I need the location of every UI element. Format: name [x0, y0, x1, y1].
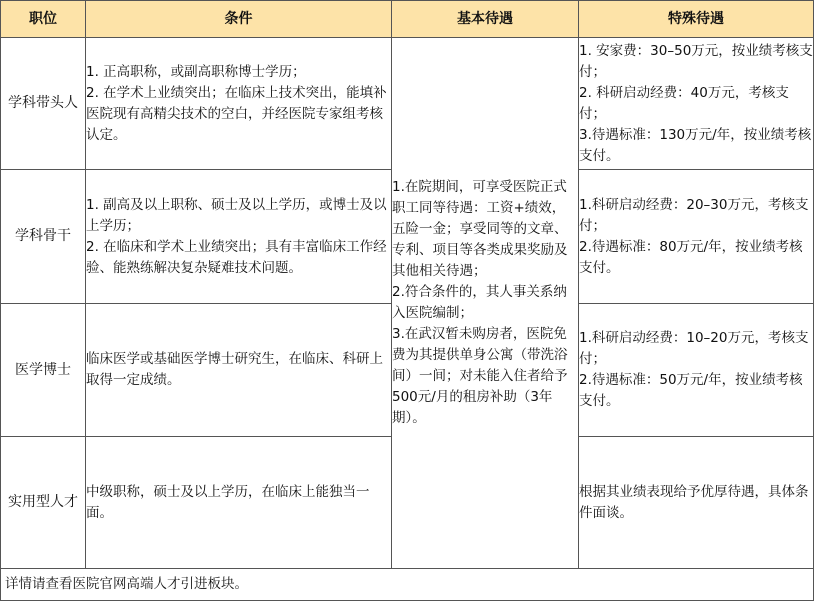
header-position: 职位 — [1, 1, 86, 38]
special-line: 2. 科研启动经费：40万元，考核支付； — [579, 84, 789, 122]
table-header-row — [1, 1, 814, 38]
conditions-cell — [86, 437, 392, 569]
position-cell: 医学博士 — [1, 304, 86, 437]
special-line: 根据其业绩表现给予优厚待遇，具体条件面谈。 — [579, 483, 809, 521]
special-line: 1.科研启动经费：10–20万元，考核支付； — [579, 330, 809, 367]
header-conditions: 条件 — [86, 1, 392, 38]
position-cell: 实用型人才 — [1, 437, 86, 569]
special-line: 2.待遇标准：80万元/年，按业绩考核支付。 — [579, 238, 803, 276]
condition-line: 中级职称，硕士及以上学历，在临床上能独当一面。 — [86, 483, 370, 521]
conditions-cell — [86, 170, 392, 304]
header-basic: 基本待遇 — [392, 1, 579, 38]
special-cell — [579, 304, 814, 437]
position-cell: 学科带头人 — [1, 38, 86, 170]
basic-line: 1.在院期间，可享受医院正式职工同等待遇：工资+绩效，五险一金；享受同等的文章、专利、项目等各类成果奖励及其他相关待遇； — [392, 179, 568, 279]
conditions-cell — [86, 38, 392, 170]
header-special: 特殊待遇 — [579, 1, 814, 38]
basic-benefits-cell — [392, 38, 579, 569]
special-line: 3.待遇标准：130万元/年，按业绩考核支付。 — [579, 126, 812, 164]
footer-note: 详情请查看医院官网高端人才引进板块。 — [1, 569, 814, 601]
condition-line: 临床医学或基础医学博士研究生，在临床、科研上取得一定成绩。 — [86, 351, 383, 388]
special-line: 1. 安家费：30–50万元，按业绩考核支付； — [579, 42, 813, 80]
footer-row — [1, 569, 814, 601]
position-cell: 学科骨干 — [1, 170, 86, 304]
conditions-cell — [86, 304, 392, 437]
special-cell — [579, 170, 814, 304]
condition-line: 2. 在临床和学术上业绩突出；具有丰富临床工作经验、能熟练解决复杂疑难技术问题。 — [86, 238, 387, 276]
condition-line: 1. 副高及以上职称、硕士及以上学历，或博士及以上学历； — [86, 196, 387, 234]
special-cell — [579, 437, 814, 569]
special-line: 2.待遇标准：50万元/年，按业绩考核支付。 — [579, 372, 803, 409]
special-cell — [579, 38, 814, 170]
table-row — [1, 38, 814, 170]
condition-line: 2. 在学术上业绩突出；在临床上技术突出，能填补医院现有高精尖技术的空白，并经医院专家组考核认定。 — [86, 84, 387, 143]
condition-line: 1. 正高职称，或副高职称博士学历； — [86, 63, 306, 80]
basic-line: 2.符合条件的，其人事关系纳入医院编制； — [392, 284, 567, 321]
special-line: 1.科研启动经费：20–30万元，考核支付； — [579, 196, 809, 234]
basic-line: 3.在武汉暂未购房者，医院免费为其提供单身公寓（带洗浴间）一间；对未能入住者给予500元/月的租房补助（3年期）。 — [392, 326, 568, 426]
